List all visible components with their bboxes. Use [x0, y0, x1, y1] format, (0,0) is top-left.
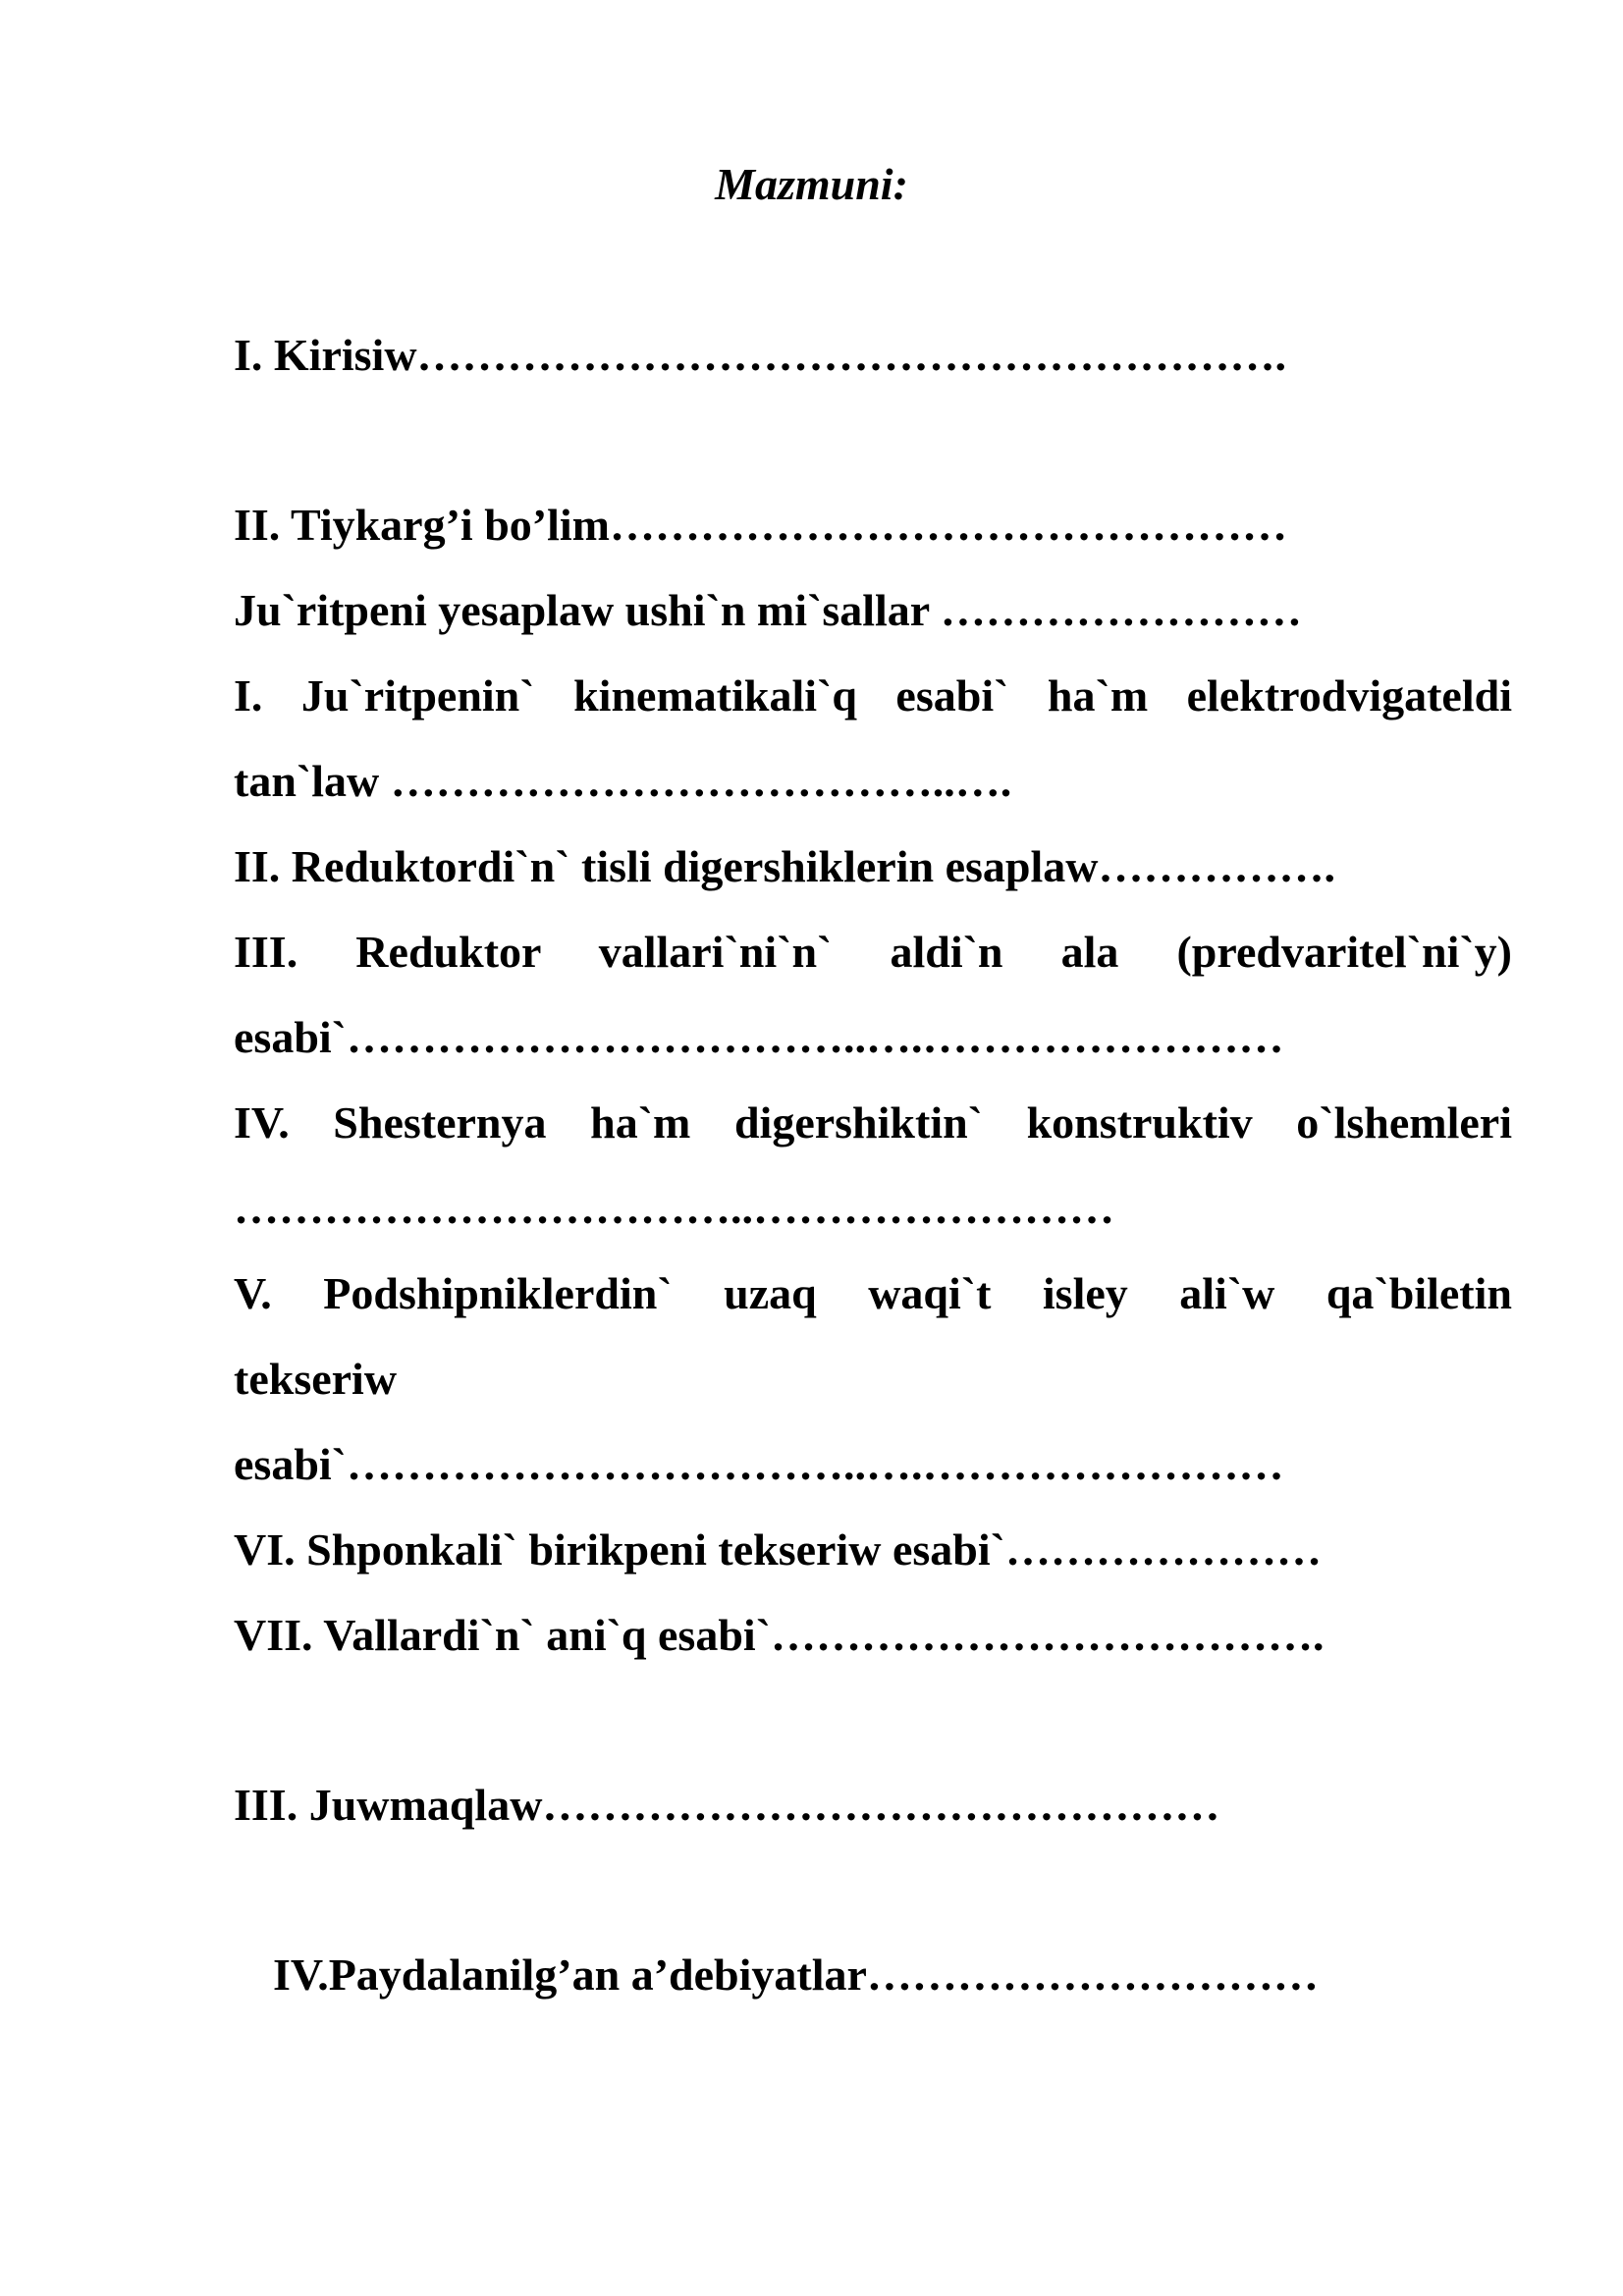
toc-entry-shesternya: IV. Shesternya ha`m digershiktin` konstruktiv o`lshemleri — [234, 1097, 1512, 1148]
toc-entry-shesternya-cont: ……………………………..…………………… — [234, 1183, 1114, 1233]
toc-entry-podshipnik: V. Podshipniklerdin` uzaq waqi`t isley ali`w qa`biletin — [234, 1268, 1512, 1318]
toc-entry-juwmaqlaw: III. Juwmaqlaw……………………………………… — [234, 1780, 1220, 1830]
toc-entry-tiykargi-bolim: II. Tiykarg’i bo’lim……………………………………… — [234, 500, 1287, 550]
toc-entry-kinematikaliq-cont: tan`law ………………………………..…. — [234, 756, 1012, 806]
toc-entry-reduktor-vallari: III. Reduktor vallari`ni`n` aldi`n ala (predvaritel`ni`y) — [234, 927, 1512, 977]
toc-entry-reduktor-vallari-cont: esabi`……………………………..….…………………… — [234, 1012, 1284, 1062]
toc-entry-podshipnik-esabi: esabi`……………………………..….…………………… — [234, 1439, 1284, 1489]
toc-entry-vallardin: VII. Vallardi`n` ani`q esabi`………………………………. — [234, 1610, 1325, 1660]
toc-entry-kinematikaliq: I. Ju`ritpenin` kinematikali`q esabi` ha`m elektrodvigateldi — [234, 670, 1512, 721]
page-title: Mazmuni: — [715, 159, 908, 209]
toc-entry-misallar: Ju`ritpeni yesaplaw ushi`n mi`sallar …………………… — [234, 585, 1302, 635]
toc-entry-kirisiw: I. Kirisiw…………………………………………………. — [234, 330, 1287, 380]
toc-entry-adebiyatlar: IV.Paydalanilg’an a’debiyatlar………………………… — [273, 1949, 1319, 2000]
toc-entry-podshipnik-cont: tekseriw — [234, 1354, 398, 1404]
toc-entry-shponkali: VI. Shponkali` birikpeni tekseriw esabi`………………… — [234, 1524, 1322, 1575]
toc-entry-reduktor-tisli: II. Reduktordi`n` tisli digershiklerin esaplaw……………. — [234, 841, 1335, 891]
